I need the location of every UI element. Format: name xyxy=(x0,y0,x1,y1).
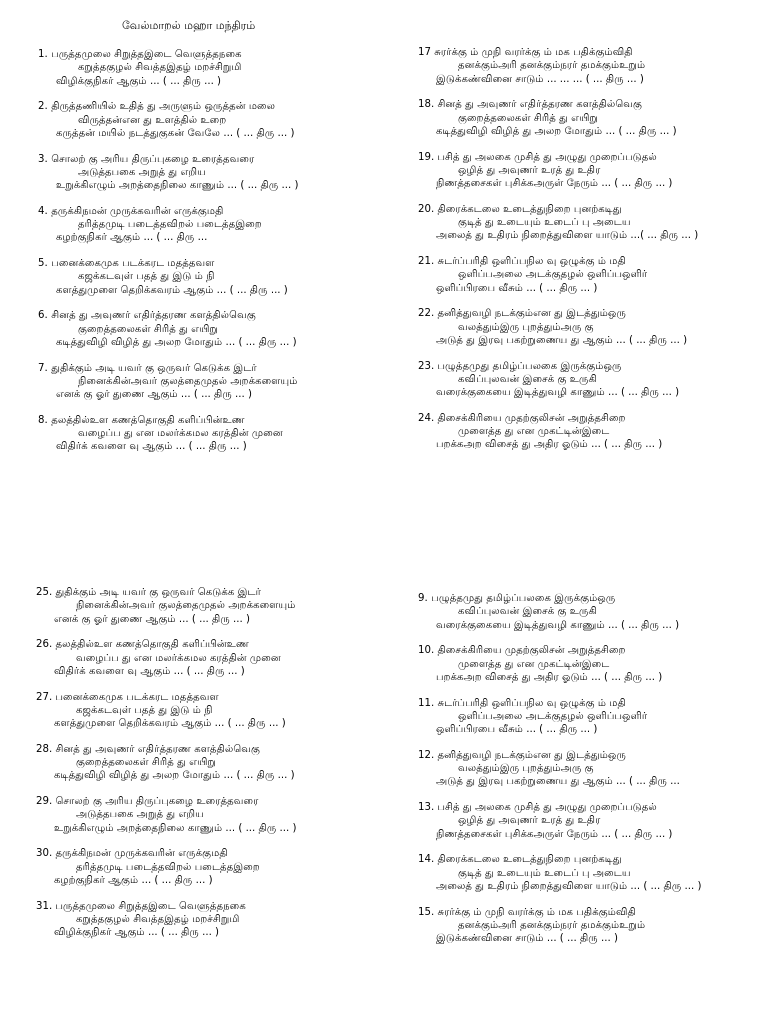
verse-text: பழுத்தமுது தமிழ்ப்பலகை இருக்கும்ஒரு xyxy=(428,593,616,604)
verse-line-1 xyxy=(38,309,383,322)
verse-line-1 xyxy=(418,644,763,657)
verse-line-2: தரித்தமுடி படைத்தவிறல் படைத்தஇறை xyxy=(78,219,262,230)
verse xyxy=(36,795,381,835)
verse-line-3: இடுக்கண்வினை சாடும் ... ( ... திரு ... ) xyxy=(436,933,618,944)
verse-text: திரைக்கடலை உடைத்துநிறை புனற்கடிது xyxy=(434,854,622,866)
verse-line-3: விதிர்க் கவளை வு ஆகும் ... ( ... திரு ... ) xyxy=(56,441,247,453)
verse xyxy=(38,257,383,297)
verse-text: துதிக்கும் அடி யவர் கு ஒருவர் கெடுக்க இடர் xyxy=(48,362,257,374)
verse-number: 7. xyxy=(38,362,48,374)
verse-line-3: வரைக்குகையை இடித்துவழி காணும் ... ( ... திரு ... ) xyxy=(436,387,680,398)
verse-line-2: தனக்கும்அரி தனக்கும்நரர் தமக்கும்உறும் xyxy=(458,60,646,72)
verse-line-3: இடுக்கண்வினை சாடும் ... ... ... ( ... திரு ... ) xyxy=(436,73,644,85)
verse-line-2: வழைப்ப து என மலர்க்கமல கரத்தின் முனை xyxy=(78,428,283,439)
verse-line-2: கவிப்புலவன் இசைக் கு உருகி xyxy=(458,606,597,618)
verse-text: சினத் து அவுணர் எதிர்த்தரண களத்தில்வெகு xyxy=(52,743,261,755)
verse-text: திசைக்கிரியை முதற்குலிசன் அறுத்தசிறை xyxy=(434,412,626,424)
verse-line-2: வழைப்ப து என மலர்க்கமல கரத்தின் முனை xyxy=(76,652,281,664)
verse-line-3: அலைத் து உதிரம் நிறைத்துவிளை யாடும் ...( ... திரு ... ) xyxy=(436,230,699,242)
verse-line-3: ஒளிப்பிரபை வீசும் ... ( ... திரு ... ) xyxy=(436,724,598,735)
verse xyxy=(38,153,383,193)
verse-line-2: அடுத்தபகை அறுத் து எறிய xyxy=(78,166,206,178)
verse-line-1 xyxy=(36,743,381,756)
verse-number: 1. xyxy=(38,49,48,60)
verse-number: 9. xyxy=(418,593,428,604)
verse-line-3: ஒளிப்பிரபை வீசும் ... ( ... திரு ... ) xyxy=(436,282,598,294)
verse-line-2: குடித் து உடையும் உடைப் பு அடைய xyxy=(458,867,631,879)
verse-line-1 xyxy=(418,697,763,710)
verse-line-3: நிணத்தசைகள் புசிக்கஅருள் நேரும் ... ( ... திரு ... ) xyxy=(436,828,673,840)
verse-line-3: களத்துமுளை தெறிக்கவரம் ஆகும் ... ( ... திரு ... ) xyxy=(54,718,286,729)
verse-number: 11. xyxy=(418,697,435,709)
verse xyxy=(418,98,763,138)
verse xyxy=(36,638,381,678)
verse xyxy=(418,592,763,632)
verse-line-3: கழற்குநிகர் ஆகும் ... ( ... திரு ... xyxy=(56,232,208,244)
verse-line-1 xyxy=(36,586,381,599)
verse-text: பனைக்கைமுக படக்கரட மதத்தவள xyxy=(48,258,215,269)
verse-line-3: எனக் கு ஓர் துணை ஆகும் ... ( ... திரு ... ) xyxy=(54,613,250,625)
verse xyxy=(418,151,763,191)
verse-number: 10. xyxy=(418,645,435,657)
verse-line-3: களத்துமுளை தெறிக்கவரம் ஆகும் ... ( ... திரு ... ) xyxy=(56,284,288,296)
column-top-left xyxy=(38,48,383,466)
verse-line-3: நிணத்தசைகள் புசிக்கஅருள் நேரும் ... ( ... திரு ... ) xyxy=(436,178,673,189)
verse-line-3: கடித்துவிழி விழித் து அலற மோதும் ... ( ... திரு ... ) xyxy=(56,336,297,348)
verse-line-2: தரித்தமுடி படைத்தவிறல் படைத்தஇறை xyxy=(76,861,260,873)
verse-number: 20. xyxy=(418,203,435,215)
column-bottom-right xyxy=(418,592,763,958)
verse-text: சுரர்க்கு ம் முநி வரர்க்கு ம் மக பதிக்கும்விதி xyxy=(434,906,636,918)
verse-number: 24. xyxy=(418,412,435,424)
verse xyxy=(418,801,763,841)
verse xyxy=(418,203,763,243)
verse-number: 29. xyxy=(36,796,53,807)
verse-line-1 xyxy=(38,205,383,218)
verse xyxy=(36,900,381,940)
verse-number: 14. xyxy=(418,854,435,866)
verse-text: பசித் து அலகை முசித் து அழுது முறைப்படுதல் xyxy=(434,151,657,163)
verse-number: 18. xyxy=(418,99,435,111)
verse xyxy=(38,309,383,349)
verse-number: 31. xyxy=(36,900,53,912)
verse-number: 6. xyxy=(38,310,48,322)
verse xyxy=(418,749,763,789)
verse-line-2: ஒழித் து அவுணர் உரத் து உதிர xyxy=(458,164,601,176)
verse-number: 12. xyxy=(418,749,435,761)
verse-line-2: கறுத்தகுழல் சிவத்தஇதழ் மறச்சிறுமி xyxy=(76,913,240,925)
verse-line-1 xyxy=(418,592,763,605)
verse-line-2: கஜக்கடவுள் பதத் து இடு ம் நி xyxy=(76,704,213,716)
verse-line-1 xyxy=(38,153,383,166)
verse-number: 25. xyxy=(36,587,53,598)
verse xyxy=(38,205,383,245)
verse-line-1 xyxy=(36,847,381,860)
verse-text: பருத்தமுலை சிறுத்தஇடை வெளுத்தநகை xyxy=(48,49,242,60)
verse-text: சொலற் கு அரிய திருப்புகழை உரைத்தவரை xyxy=(48,153,255,165)
verse-text: தனித்துவழி நடக்கும்என து இடத்தும்ஒரு xyxy=(434,749,626,761)
verse-text: திரைக்கடலை உடைத்துநிறை புனற்கடிது xyxy=(434,203,622,215)
verse xyxy=(36,743,381,783)
verse-number: 21. xyxy=(418,256,435,267)
verse-text: பசித் து அலகை முசித் து அழுது முறைப்படுதல் xyxy=(434,802,657,813)
column-top-right xyxy=(418,46,763,464)
verse-text: சுடர்ப்பரிதி ஒளிப்பநில வு ஒழுக்கு ம் மதி xyxy=(434,256,626,267)
verse-line-2: குடித் து உடையும் உடைப் பு அடைய xyxy=(458,217,631,228)
verse-number: 4. xyxy=(38,205,48,217)
column-bottom-left xyxy=(36,586,381,952)
verse-line-2: முளைத்த து என முகட்டின்இடை xyxy=(458,426,610,437)
verse-line-1 xyxy=(38,100,383,113)
verse-line-2: அடுத்தபகை அறுத் து எறிய xyxy=(76,809,204,821)
verse-line-3: விழிக்குநிகர் ஆகும் ... ( ... திரு ... ) xyxy=(56,75,222,87)
verse xyxy=(38,48,383,88)
verse-text: திருத்தணியில் உதித் து அருளும் ஒருத்தன் மலை xyxy=(48,101,276,113)
verse-number: 5. xyxy=(38,258,48,269)
verse-line-1 xyxy=(36,900,381,913)
verse-line-1 xyxy=(38,414,383,427)
verse-line-3: கழற்குநிகர் ஆகும் ... ( ... திரு ... ) xyxy=(54,874,213,886)
verse-line-3: வரைக்குகையை இடித்துவழி காணும் ... ( ... திரு ... ) xyxy=(436,619,680,631)
verse-number: 26. xyxy=(36,639,53,651)
verse-number: 27. xyxy=(36,691,53,703)
verse-line-1 xyxy=(418,98,763,111)
verse-number: 23. xyxy=(418,360,435,372)
verse-text: திசைக்கிரியை முதற்குலிசன் அறுத்தசிறை xyxy=(434,645,626,657)
verse xyxy=(418,46,763,86)
verse-line-2: முளைத்த து என முகட்டின்இடை xyxy=(458,658,610,670)
verse xyxy=(418,412,763,452)
verse-line-3: விழிக்குநிகர் ஆகும் ... ( ... திரு ... ) xyxy=(54,927,220,938)
verse-line-1 xyxy=(418,203,763,216)
verse-number: 22. xyxy=(418,308,435,320)
verse-line-1 xyxy=(418,255,763,268)
verse-text: பழுத்தமுது தமிழ்ப்பலகை இருக்கும்ஒரு xyxy=(434,360,622,372)
verse-line-2: குறைத்தலைகள் சிரித் து எயிறு xyxy=(78,323,219,335)
verse-line-2: நினைக்கின்அவர் குலத்தைமுதல் அறக்களையும் xyxy=(78,375,298,387)
verse-line-2: ஒளிப்பஅலை அடக்குதழல் ஒளிப்பஒளிர் xyxy=(458,710,648,722)
verse xyxy=(38,100,383,140)
verse-line-2: கறுத்தகுழல் சிவத்தஇதழ் மறச்சிறுமி xyxy=(78,62,242,74)
verse-number: 13. xyxy=(418,802,435,813)
page-title: வேல்மாறல் மஹா மந்திரம் xyxy=(122,19,256,32)
verse-line-1 xyxy=(38,257,383,270)
verse-text: தலத்தில்உள கணத்தொகுதி களிப்பின்உண xyxy=(52,639,249,651)
verse xyxy=(418,697,763,737)
verse xyxy=(418,360,763,400)
verse-line-3: உறுக்கிஎழும் அறத்தைநிலை காணும் ... ( ... திரு ... ) xyxy=(54,822,297,834)
verse-number: 15. xyxy=(418,906,435,918)
verse-line-1 xyxy=(418,307,763,320)
verse-line-2: குறைத்தலைகள் சிரித் து எயிறு xyxy=(76,757,217,768)
verse-line-2: ஒழித் து அவுணர் உரத் து உதிர xyxy=(458,815,601,827)
verse-line-3: அலைத் து உதிரம் நிறைத்துவிளை யாடும் ... ( ... திரு ... ) xyxy=(436,880,702,892)
verse xyxy=(38,414,383,454)
verse-line-1 xyxy=(36,795,381,808)
verse xyxy=(418,255,763,295)
verse-line-2: வலத்தும்இரு புறத்தும்அரு கு xyxy=(458,321,594,333)
verse-line-2: தனக்கும்அரி தனக்கும்நரர் தமக்கும்உறும் xyxy=(458,919,646,931)
verse-line-3: கடித்துவிழி விழித் து அலற மோதும் ... ( ... திரு ... ) xyxy=(436,125,677,137)
verse xyxy=(36,691,381,731)
verse xyxy=(418,644,763,684)
verse-number: 19. xyxy=(418,151,435,163)
verse xyxy=(418,906,763,946)
verse-text: பனைக்கைமுக படக்கரட மதத்தவள xyxy=(52,691,219,703)
verse-line-3: அடுத் து இரவு பகற்றுணைய து ஆகும் ... ( ... திரு ... ) xyxy=(436,334,688,346)
verse-text: சொலற் கு அரிய திருப்புகழை உரைத்தவரை xyxy=(52,796,259,807)
verse-line-3: அடுத் து இரவு பகற்றுணைய து ஆகும் ... ( ... திரு ... xyxy=(436,776,680,788)
verse-line-1 xyxy=(418,749,763,762)
verse-text: சுடர்ப்பரிதி ஒளிப்பநில வு ஒழுக்கு ம் மதி xyxy=(434,697,626,709)
verse-text: தருக்கிநமன் முருக்கவரின் எருக்குமதி xyxy=(52,848,228,860)
verse-line-1 xyxy=(36,691,381,704)
verse-line-1 xyxy=(418,906,763,919)
verse-line-3: விதிர்க் கவளை வு ஆகும் ... ( ... திரு ... ) xyxy=(54,665,245,677)
verse-text: சினத் து அவுணர் எதிர்த்தரண களத்தில்வெகு xyxy=(434,99,643,111)
verse-text: தனித்துவழி நடக்கும்என து இடத்தும்ஒரு xyxy=(434,308,626,320)
verse-line-1 xyxy=(418,801,763,814)
verse-line-1 xyxy=(418,151,763,164)
verse xyxy=(38,362,383,402)
verse-number: 30. xyxy=(36,848,53,860)
verse-number: 2. xyxy=(38,101,48,113)
verse-line-3: எனக் கு ஓர் துணை ஆகும் ... ( ... திரு ... ) xyxy=(56,389,252,400)
verse-line-1 xyxy=(36,638,381,651)
verse-text: சினத் து அவுணர் எதிர்த்தரண களத்தில்வெகு xyxy=(48,310,256,322)
verse-line-3: உறுக்கிஎழும் அறத்தைநிலை காணும் ... ( ... திரு ... ) xyxy=(56,180,299,191)
verse-line-3: பறக்கஅற விசைத் து அதிர ஓடும் ... ( ... திரு ... ) xyxy=(436,671,663,683)
verse-line-3: பறக்கஅற விசைத் து அதிர ஓடும் ... ( ... திரு ... ) xyxy=(436,439,663,451)
verse-text: தலத்தில்உள கணத்தொகுதி களிப்பின்உண xyxy=(48,414,245,426)
verse xyxy=(418,853,763,893)
verse-line-2: கவிப்புலவன் இசைக் கு உருகி xyxy=(458,373,597,385)
verse-line-2: வலத்தும்இரு புறத்தும்அரு கு xyxy=(458,763,594,774)
verse-line-1 xyxy=(38,362,383,375)
verse-number: 17 xyxy=(418,47,431,58)
verse-number: 28. xyxy=(36,743,53,755)
verse-text: துதிக்கும் அடி யவர் கு ஒருவர் கெடுக்க இடர் xyxy=(52,587,261,598)
verse-line-2: விருத்தன்என து உளத்தில் உறை xyxy=(78,114,227,126)
verse-line-1 xyxy=(418,853,763,866)
verse-line-3: கருத்தன் மயில் நடத்துகுகன் வேலே ... ( ... திரு ... ) xyxy=(56,127,295,139)
verse-text: தருக்கிநமன் முருக்கவரின் எருக்குமதி xyxy=(48,205,224,217)
verse-line-1 xyxy=(418,412,763,425)
verse xyxy=(418,307,763,347)
verse-line-1 xyxy=(418,360,763,373)
verse-line-2: குறைத்தலைகள் சிரித் து எயிறு xyxy=(458,112,599,124)
verse-number: 3. xyxy=(38,153,48,165)
verse-text: சுரர்க்கு ம் முநி வரர்க்கு ம் மக பதிக்கும்விதி xyxy=(430,47,633,58)
verse-number: 8. xyxy=(38,414,48,426)
verse-line-3: கடித்துவிழி விழித் து அலற மோதும் ... ( ... திரு ... ) xyxy=(54,770,295,782)
verse-line-1 xyxy=(38,48,383,61)
verse-text: பருத்தமுலை சிறுத்தஇடை வெளுத்தநகை xyxy=(52,900,246,912)
verse-line-1 xyxy=(418,46,763,59)
verse xyxy=(36,586,381,626)
verse-line-2: நினைக்கின்அவர் குலத்தைமுதல் அறக்களையும் xyxy=(76,600,296,612)
verse-line-2: கஜக்கடவுள் பதத் து இடு ம் நி xyxy=(78,271,215,283)
verse xyxy=(36,847,381,887)
verse-line-2: ஒளிப்பஅலை அடக்குதழல் ஒளிப்பஒளிர் xyxy=(458,269,648,281)
